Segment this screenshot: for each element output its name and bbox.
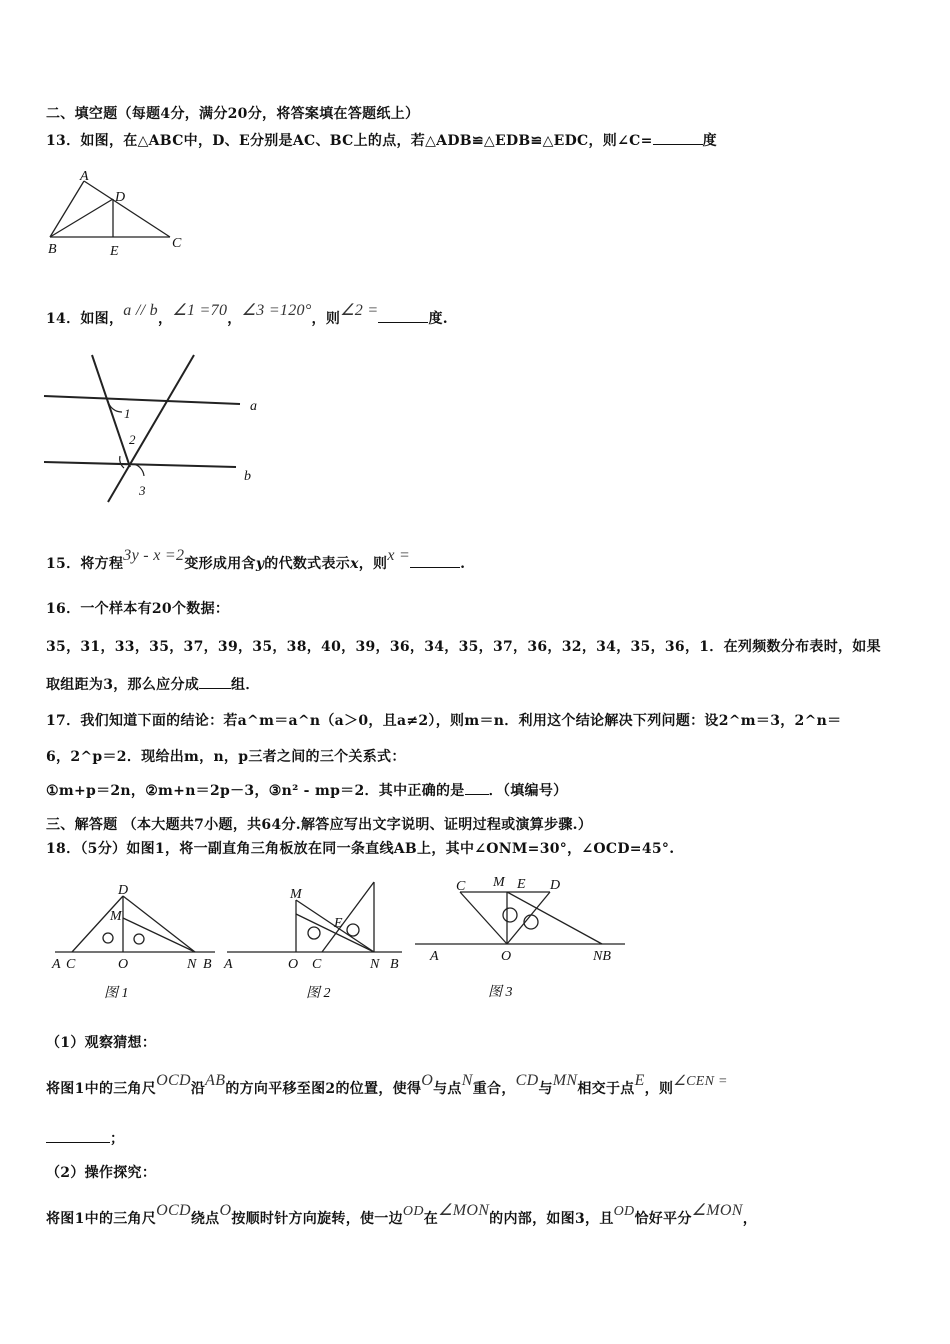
p1-text: ，则 [644, 1081, 674, 1097]
p1-text: 重合， [472, 1081, 516, 1097]
question-16-line-2: 35，31，33，35，37，39，35，38，40，39，36，34，35，37，36，32，34，35，36，1．在列频数分布表时，如果 [46, 639, 881, 655]
label-d: D [118, 883, 129, 898]
label-b: B [390, 957, 399, 972]
math-angle-3: ∠3 =120° [241, 302, 312, 319]
label-d: D [550, 878, 561, 893]
p2-text: 将图1中的三角尺 [46, 1211, 157, 1227]
label-angle-3: 3 [139, 483, 146, 498]
question-14-unit: 度. [428, 311, 448, 327]
math-cd: CD [515, 1072, 539, 1089]
label-a: A [80, 169, 89, 184]
q15-text: ，则 [358, 556, 388, 572]
q14-sep: ， [158, 311, 173, 327]
label-angle-1: 1 [124, 406, 131, 421]
answer-blank [199, 674, 231, 689]
label-m: M [110, 909, 122, 924]
figure-2 [222, 880, 407, 1005]
var-x: x [350, 556, 359, 572]
question-16-line-1: 16．一个样本有20个数据： [46, 601, 230, 617]
q16-text: 组． [231, 677, 260, 693]
p1-text: 与点 [433, 1081, 462, 1097]
p2-text: 恰好平分 [634, 1211, 692, 1227]
math-a-parallel-b: a // b [123, 302, 158, 319]
q15-text: 的代数式表示 [264, 556, 351, 572]
part-2-title: （2）操作探究： [46, 1165, 157, 1181]
math-angle-mon: ∠MON [691, 1202, 743, 1219]
section-2-header: 二、填空题（每题4分，满分20分，将答案填在答题纸上） [46, 106, 420, 122]
q15-text: 变形成用含 [184, 556, 256, 572]
q14-sep: ， [227, 311, 242, 327]
part-1-answer [46, 1128, 124, 1148]
label-angle-2: 2 [129, 432, 136, 447]
label-d: D [115, 190, 126, 205]
math-od: OD [402, 1204, 424, 1219]
label-o: O [118, 957, 129, 972]
part-2-line [46, 1202, 758, 1228]
label-b: B [203, 957, 212, 972]
label-c: C [456, 879, 466, 894]
section-3-header: 三、解答题 （本大题共7小题，共64分.解答应写出文字说明、证明过程或演算步骤.） [46, 817, 593, 833]
label-m: M [493, 875, 505, 890]
math-angle-mon: ∠MON [438, 1202, 490, 1219]
var-y: y [255, 556, 265, 572]
label-line-a: a [250, 399, 257, 414]
q17-text: ①m+p＝2n，②m+n＝2p－3，③n² - mp＝2．其中正确的是 [46, 783, 465, 799]
answer-blank [465, 780, 489, 795]
p1-text: 相交于点 [577, 1081, 635, 1097]
label-m: M [290, 887, 302, 902]
math-equation: 3y - x =2 [123, 547, 185, 564]
question-13-text: 13．如图，在△ABC中，D、E分别是AC、BC上的点，若△ADB≌△EDB≌△EDC，则∠C= [46, 133, 653, 149]
p1-text: 沿 [190, 1081, 206, 1097]
label-n: N [187, 957, 197, 972]
math-angle-1: ∠1 =70 [172, 302, 228, 319]
label-line-b: b [244, 469, 251, 484]
p1-text: 的方向平移至图2的位置，使得 [225, 1081, 422, 1097]
p1-text: 与 [538, 1081, 553, 1097]
math-x-eq: x = [387, 547, 411, 564]
answer-blank [410, 553, 460, 568]
label-c: C [172, 236, 182, 251]
math-od: OD [613, 1204, 635, 1219]
question-15 [46, 547, 466, 573]
question-14-prefix: 14．如图， [46, 311, 124, 327]
math-e: E [634, 1072, 645, 1089]
label-nb: NB [593, 949, 611, 964]
answer-blank [653, 130, 703, 145]
q17-text: ．（填编号） [488, 783, 568, 799]
math-ocd: OCD [156, 1072, 191, 1089]
label-c: C [66, 957, 76, 972]
figure-1 [50, 880, 220, 1005]
p1-text: 将图1中的三角尺 [46, 1081, 157, 1097]
label-a: A [430, 949, 439, 964]
math-o: O [421, 1072, 434, 1089]
math-o: O [219, 1202, 232, 1219]
question-13 [46, 130, 717, 150]
figure-caption: 图 2 [306, 986, 331, 1001]
math-ocd: OCD [156, 1202, 191, 1219]
label-e: E [110, 244, 119, 259]
math-mn: MN [552, 1072, 578, 1089]
question-15-end: . [460, 556, 466, 572]
question-17-line-2: 6，2^p＝2．现给出m，n，p三者之间的三个关系式： [46, 749, 406, 765]
part-1-title: （1）观察猜想： [46, 1035, 157, 1051]
label-o: O [501, 949, 512, 964]
math-n: N [461, 1072, 473, 1089]
part-1-line [46, 1072, 728, 1098]
label-e: E [334, 916, 343, 931]
parallel-lines-figure [44, 352, 274, 507]
p2-text: ， [742, 1211, 758, 1227]
p2-text: 按顺时针方向旋转，使一边 [231, 1211, 403, 1227]
label-n: N [370, 957, 380, 972]
question-16-line-3 [46, 674, 260, 694]
label-a: A [52, 957, 61, 972]
p2-text: 的内部，如图3，且 [489, 1211, 614, 1227]
math-angle-cen: ∠CEN = [673, 1074, 728, 1089]
question-14 [46, 302, 448, 328]
math-ab: AB [205, 1072, 226, 1089]
label-a: A [224, 957, 233, 972]
label-c: C [312, 957, 322, 972]
triangle-abc-figure [40, 165, 200, 260]
q16-text: 取组距为3，那么应分成 [46, 677, 200, 693]
question-13-unit: 度 [702, 133, 717, 149]
p2-text: 在 [423, 1211, 439, 1227]
figure-caption: 图 3 [488, 985, 513, 1000]
label-e: E [517, 877, 526, 892]
p2-text: 绕点 [190, 1211, 220, 1227]
label-o: O [288, 957, 299, 972]
figure-3 [410, 870, 630, 1005]
question-17-line-1: 17．我们知道下面的结论：若a^m＝a^n（a＞0，且a≠2），则m＝n．利用这个结论解决下列问题：设2^m＝3，2^n＝ [46, 713, 842, 729]
figure-caption: 图 1 [104, 986, 129, 1001]
answer-blank [378, 308, 428, 323]
question-18: 18．（5分）如图1，将一副直角三角板放在同一条直线AB上，其中∠ONM=30°，∠OCD=45°. [46, 841, 675, 857]
question-17-line-3 [46, 780, 567, 800]
math-angle-2: ∠2 = [340, 302, 379, 319]
answer-blank [46, 1128, 110, 1143]
q14-mid: ，则 [311, 311, 341, 327]
p1-end: ； [110, 1131, 125, 1147]
question-15-prefix: 15．将方程 [46, 556, 124, 572]
label-b: B [48, 242, 57, 257]
